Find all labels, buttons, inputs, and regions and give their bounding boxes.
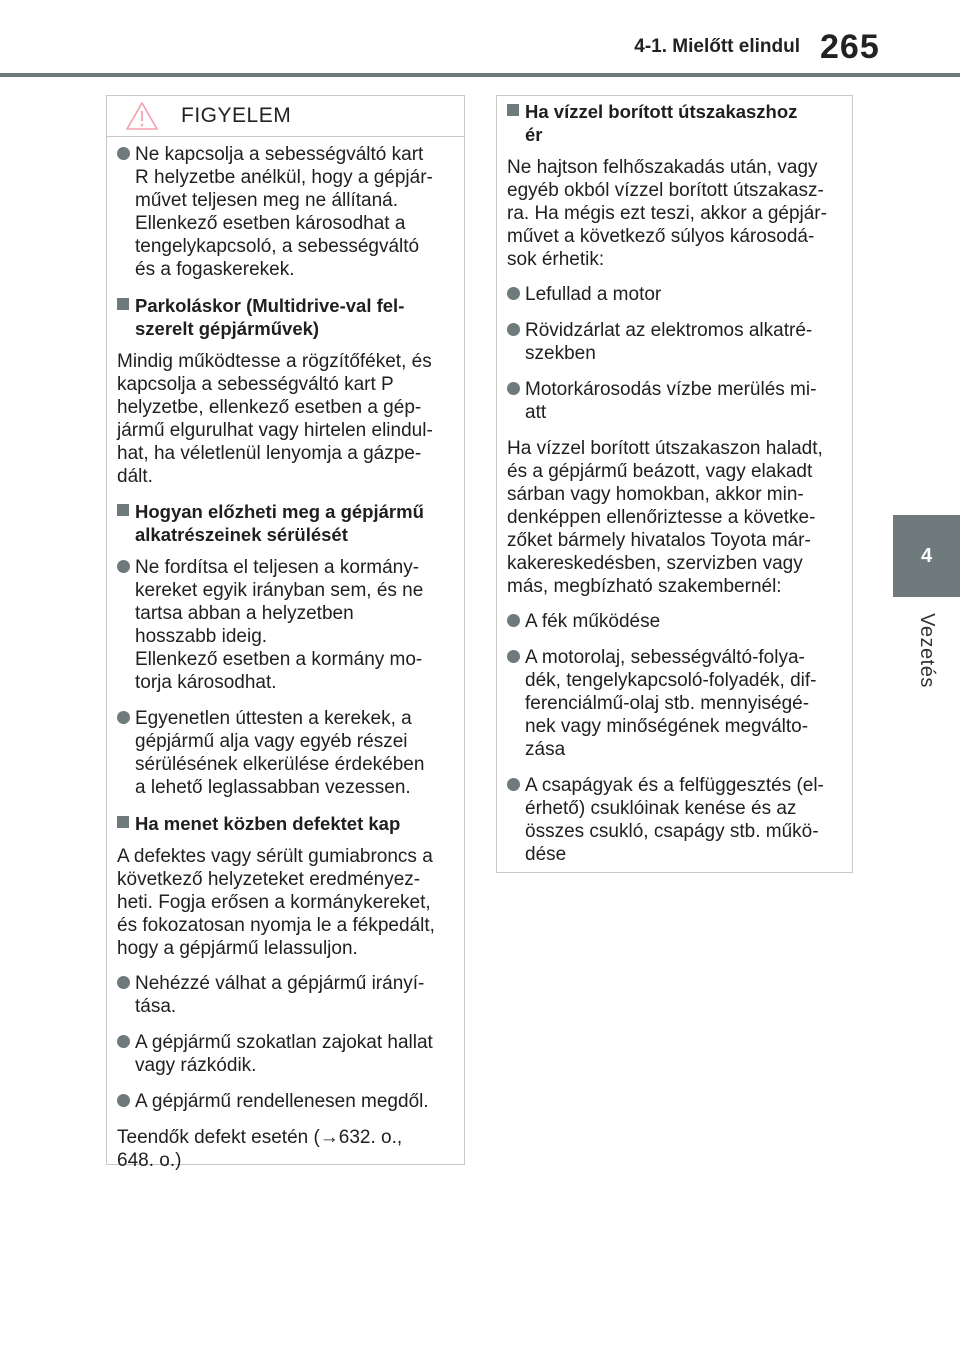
chapter-tab [893, 515, 960, 597]
section-heading [117, 812, 454, 835]
paragraph-text: Mindig működtesse a rögzítőféket, és kapcsolja a sebességváltó kart P helyzetbe, ellenkező esetben a gép- jármű elgurulhat vagy hirtelen elindul- hat, ha véletlenül lenyomja a gázpe- dált. [117, 351, 433, 487]
heading-text: Ha menet közben defektet kap [135, 813, 401, 834]
bullet-item [507, 283, 842, 306]
heading-text: Parkoláskor (Multidrive-val fel- szerelt gépjárművek) [135, 295, 405, 339]
heading-square-icon [117, 298, 129, 310]
bullet-item [117, 1090, 454, 1113]
bullet-item [117, 143, 454, 281]
bullet-dot-icon [507, 778, 520, 791]
bullet-item [507, 774, 842, 866]
paragraph-text: Ne hajtson felhőszakadás után, vagy egyéb okból vízzel borított útszakasz- ra. Ha mégis ezt teszi, akkor a gépjár- művet a következő súlyos károsodá- sok érhetik: [507, 157, 827, 270]
bullet-dot-icon [117, 1094, 130, 1107]
bullet-dot-icon [507, 323, 520, 336]
bullet-dot-icon [507, 382, 520, 395]
bullet-text: A fék működése [525, 611, 661, 632]
heading-square-icon [117, 816, 129, 828]
bullet-text: Ne fordítsa el teljesen a kormány- kereket egyik irányban sem, és ne tartsa abban a helyzetben hosszabb ideig. Ellenkező esetben a kormány mo- torja károsodhat. [135, 557, 424, 693]
paragraph [117, 350, 454, 488]
warning-content [107, 137, 464, 1172]
bullet-item [507, 319, 842, 365]
bullet-dot-icon [117, 1035, 130, 1048]
paragraph-text: A defektes vagy sérült gumiabroncs a következő helyzeteket eredményez- heti. Fogja erősen a kormánykereket, és fokozatosan nyomja le a fékpedált, hogy a gépjármű lelassuljon. [117, 846, 435, 959]
header-rule [0, 73, 960, 77]
bullet-item [507, 378, 842, 424]
bullet-text: Egyenetlen úttesten a kerekek, a gépjármű alja vagy egyéb részei sérülésének elkerülése érdekében a lehető leglassabban vezessen. [135, 708, 425, 798]
section-heading [117, 500, 454, 546]
paragraph [507, 437, 842, 598]
bullet-dot-icon [507, 650, 520, 663]
bullet-item [117, 1031, 454, 1077]
bullet-dot-icon [117, 560, 130, 573]
bullet-text: Motorkárosodás vízbe merülés mi- att [525, 379, 817, 423]
paragraph [117, 845, 454, 960]
paragraph [117, 1126, 454, 1172]
bullet-text: Lefullad a motor [525, 284, 662, 305]
bullet-item [117, 707, 454, 799]
warning-triangle-icon [125, 101, 159, 131]
bullet-item [507, 646, 842, 761]
section-heading [117, 294, 454, 340]
bullet-text: A motorolaj, sebességváltó-folya- dék, tengelykapcsoló-folyadék, dif- ferenciálmű-olaj stb. mennyiségé- nek vagy minőségének megválto- zása [525, 647, 817, 760]
bullet-dot-icon [117, 976, 130, 989]
bullet-text: A csapágyak és a felfüggesztés (el- érhető) csuklóinak kenése és az összes csukló, csapágy stb. műkö- dése [525, 775, 824, 865]
warning-box [106, 95, 465, 1171]
heading-square-icon [507, 104, 519, 116]
chapter-label [896, 600, 956, 700]
info-box [496, 95, 853, 873]
bullet-dot-icon [507, 287, 520, 300]
bullet-text: Ne kapcsolja a sebességváltó kart R helyzetbe anélkül, hogy a gépjár- művet teljesen meg ne állítaná. Ellenkező esetben károsodhat a tengelykapcsoló, a sebességváltó és a fogaskerekek. [135, 144, 433, 280]
bullet-item [117, 972, 454, 1018]
warning-title: FIGYELEM [181, 104, 292, 127]
chapter-number: 4 [920, 544, 933, 567]
page-number: 265 [820, 28, 880, 66]
heading-square-icon [117, 504, 129, 516]
paragraph-text: Ha vízzel borított útszakaszon haladt, és a gépjármű beázott, vagy elakadt sárban vagy homokban, akkor min- denképpen ellenőriztesse a követke- zőket bármely hivatalos Toyota már- kakereskedésben, szervizben vagy más, megbízható szakembernél: [507, 438, 823, 597]
chapter-label-text: Vezetés [915, 612, 938, 688]
bullet-item [117, 556, 454, 694]
heading-text: Hogyan előzheti meg a gépjármű alkatrészeinek sérülését [135, 501, 424, 545]
bullet-dot-icon [117, 711, 130, 724]
bullet-item [507, 610, 842, 633]
bullet-text: Nehézzé válhat a gépjármű irányí- tása. [135, 973, 425, 1017]
bullet-text: Rövidzárlat az elektromos alkatré- szekben [525, 320, 813, 364]
warning-header [107, 96, 464, 137]
bullet-dot-icon [507, 614, 520, 627]
bullet-text: A gépjármű rendellenesen megdől. [135, 1091, 429, 1112]
bullet-dot-icon [117, 147, 130, 160]
paragraph [507, 156, 842, 271]
bullet-text: A gépjármű szokatlan zajokat hallat vagy rázkódik. [135, 1032, 433, 1076]
info-content [497, 96, 852, 866]
heading-text: Ha vízzel borított útszakaszhoz ér [525, 101, 798, 145]
section-heading [507, 100, 842, 146]
paragraph-text: Teendők defekt esetén (→632. o., 648. o.) [117, 1127, 403, 1171]
header-title: 4-1. Mielőtt elindul [634, 36, 800, 57]
